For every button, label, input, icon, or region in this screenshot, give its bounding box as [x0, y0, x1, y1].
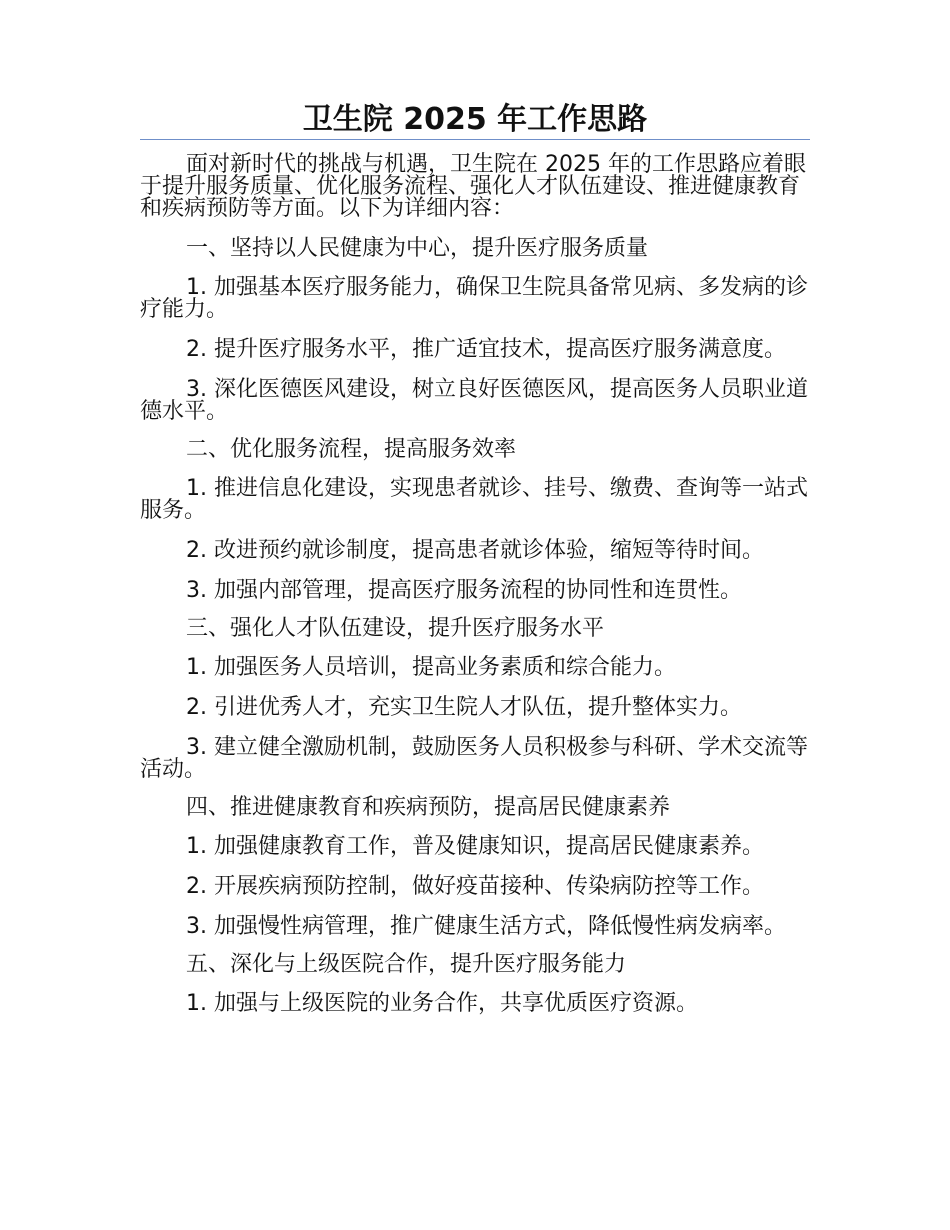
section-5-item-1: 1. 加强与上级医院的业务合作，共享优质医疗资源。: [186, 991, 698, 1016]
document-title: 卫生院 2025 年工作思路: [302, 102, 648, 137]
section-3-item-2: 2. 引进优秀人才，充实卫生院人才队伍，提升整体实力。: [186, 695, 742, 720]
document-body: [140, 154, 810, 1033]
intro-paragraph: 面对新时代的挑战与机遇，卫生院在 2025 年的工作思路应着眼于提升服务质量、优化服务流程、强化人才队伍建设、推进健康教育和疾病预防等方面。以下为详细内容：: [140, 152, 806, 221]
section-1-item-3: 3. 深化医德医风建设，树立良好医德医风，提高医务人员职业道德水平。: [140, 377, 808, 424]
section-4-item-2: 2. 开展疾病预防控制，做好疫苗接种、传染病防控等工作。: [186, 874, 764, 899]
section-2-item-3: 3. 加强内部管理，提高医疗服务流程的协同性和连贯性。: [186, 578, 742, 603]
section-heading-5: 五、深化与上级医院合作，提升医疗服务能力: [186, 952, 627, 977]
section-heading-3: 三、强化人才队伍建设，提升医疗服务水平: [186, 616, 605, 641]
section-heading-4: 四、推进健康教育和疾病预防，提高居民健康素养: [186, 795, 671, 820]
section-heading-1: 一、坚持以人民健康为中心，提升医疗服务质量: [186, 236, 649, 261]
section-3-item-3: 3. 建立健全激励机制，鼓励医务人员积极参与科研、学术交流等活动。: [140, 735, 808, 782]
section-1-item-1: 1. 加强基本医疗服务能力，确保卫生院具备常见病、多发病的诊疗能力。: [140, 275, 808, 322]
section-4-item-3: 3. 加强慢性病管理，推广健康生活方式，降低慢性病发病率。: [186, 914, 786, 939]
section-4-item-1: 1. 加强健康教育工作，普及健康知识，提高居民健康素养。: [186, 834, 764, 859]
section-3-item-1: 1. 加强医务人员培训，提高业务素质和综合能力。: [186, 655, 676, 680]
section-2-item-1: 1. 推进信息化建设，实现患者就诊、挂号、缴费、查询等一站式服务。: [140, 476, 808, 523]
section-1-item-2: 2. 提升医疗服务水平，推广适宜技术，提高医疗服务满意度。: [186, 337, 786, 362]
section-2-item-2: 2. 改进预约就诊制度，提高患者就诊体验，缩短等待时间。: [186, 538, 764, 563]
section-heading-2: 二、优化服务流程，提高服务效率: [186, 437, 517, 462]
title-underline: [140, 139, 810, 140]
